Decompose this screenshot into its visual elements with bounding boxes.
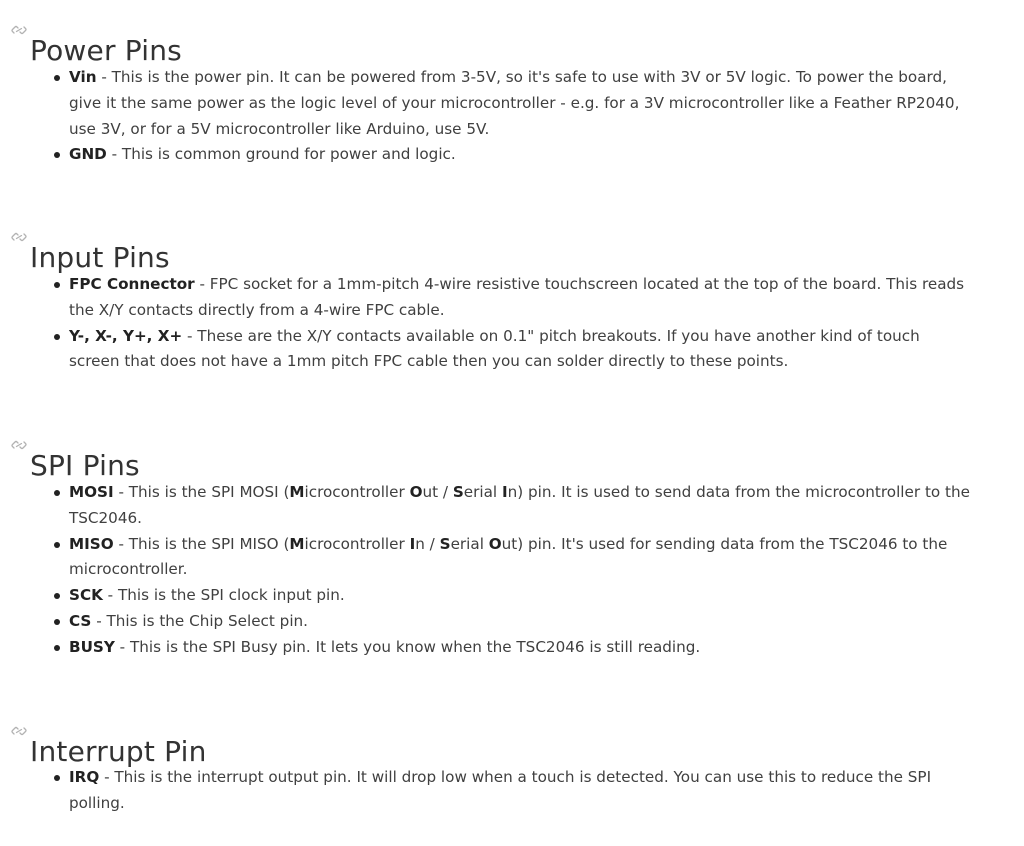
pin-description-part: icrocontroller [304,534,410,553]
pin-description: - These are the X/Y contacts available on 0.1" pitch breakouts. If you have another kind of touch screen that does not have a 1mm pitch FPC cable then you can solder directly to these points. [69,326,920,371]
list-item-busy [0,635,974,661]
acronym-letter: O [409,483,423,501]
link-icon[interactable] [11,439,27,451]
pin-description-part: ut) pin. It's used for sending data from the TSC2046 to the microcontroller. [69,534,948,579]
acronym-letter: I [409,534,416,553]
bullet-icon [54,152,60,158]
bullet-icon [54,490,60,496]
bullet-icon [54,542,60,548]
item-list-spi [0,480,974,661]
link-icon[interactable] [11,231,27,243]
section-heading [0,212,1024,275]
pin-description: - This is the SPI clock input pin. [102,586,345,605]
acronym-letter: S [452,483,464,501]
pin-description-part: icrocontroller [304,483,410,501]
section-interrupt-pin [0,706,1024,769]
acronym-letter: I [501,483,508,501]
list-item-xy-contacts [0,324,974,376]
pin-term: MISO [69,534,114,553]
section-title: Power Pins [30,34,182,68]
list-item-sck [0,583,974,609]
bullet-icon [54,75,60,81]
pin-term: GND [69,145,107,164]
pin-description-part: n) pin. It is used to send data from the microcontroller to the TSC2046. [69,483,970,527]
pin-description: - This is the SPI Busy pin. It lets you know when the TSC2046 is still reading. [114,637,701,656]
pin-term: CS [69,611,92,630]
list-item-miso [0,532,974,584]
section-heading [0,420,1024,483]
pin-term: Y-, X-, Y+, X+ [69,326,183,345]
pin-description-part: n / [415,534,440,553]
section-power-pins [0,5,1024,68]
bullet-icon [54,645,60,651]
section-title: SPI Pins [30,449,140,483]
pin-description-part: - This is the SPI MOSI ( [113,483,290,501]
pin-description-part: erial [463,483,502,501]
bullet-icon [54,775,60,781]
section-input-pins [0,212,1024,275]
bullet-icon [54,593,60,599]
list-item-fpc-connector [0,272,974,324]
bullet-icon [54,282,60,288]
pin-description: - This is the Chip Select pin. [91,611,308,630]
pin-term: IRQ [69,768,100,786]
acronym-letter: M [289,483,305,501]
acronym-letter: O [488,534,502,553]
item-list-interrupt [0,765,974,817]
pin-description-part: - This is the SPI MISO ( [113,534,290,553]
section-title: Input Pins [30,241,170,275]
pin-term: MOSI [69,483,114,501]
pin-term: SCK [69,586,103,605]
list-item-gnd [0,142,974,168]
item-list-input [0,272,974,375]
list-item-irq [0,765,974,817]
section-title: Interrupt Pin [30,735,207,769]
pin-description: - This is the interrupt output pin. It will drop low when a touch is detected. You can use this to reduce the SPI polling. [69,768,932,812]
pin-description: - This is the power pin. It can be powered from 3-5V, so it's safe to use with 3V or 5V logic. To power the board, give it the same power as the logic level of your microcontroller - e.g. for a 3V microcontroller like a Feather RP2040, use 3V, or for a 5V microcontroller like Arduino, use 5V. [69,68,960,138]
list-item-mosi [0,480,974,532]
pin-term: Vin [69,68,97,86]
pin-description: - This is common ground for power and logic. [106,145,456,164]
link-icon[interactable] [11,24,27,36]
pin-term: BUSY [69,637,115,656]
pin-term: FPC Connector [69,275,195,293]
section-heading [0,706,1024,769]
link-icon[interactable] [11,725,27,737]
section-spi-pins [0,420,1024,483]
pin-description-part: erial [450,534,489,553]
section-heading [0,5,1024,68]
list-item-vin [0,65,974,142]
pin-description-part: ut / [422,483,453,501]
bullet-icon [54,619,60,625]
list-item-cs [0,609,974,635]
item-list-power [0,65,974,168]
pin-description: - FPC socket for a 1mm-pitch 4-wire resistive touchscreen located at the top of the board. This reads the X/Y contacts directly from a 4-wire FPC cable. [69,275,965,319]
acronym-letter: M [289,534,305,553]
bullet-icon [54,334,60,340]
acronym-letter: S [439,534,451,553]
